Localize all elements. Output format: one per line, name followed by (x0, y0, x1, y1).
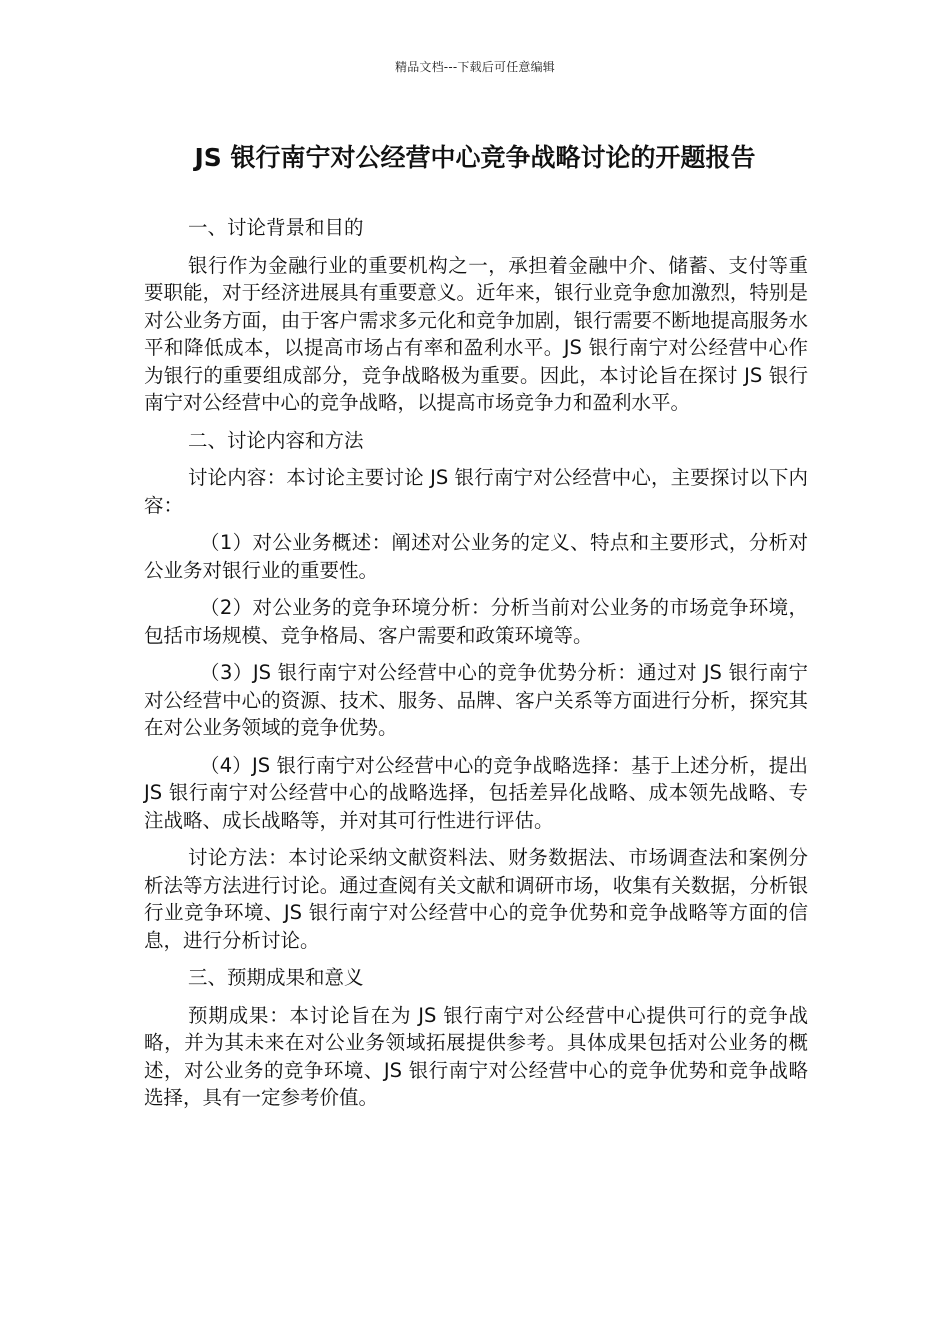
section-1-paragraph: 银行作为金融行业的重要机构之一，承担着金融中介、储蓄、支付等重要职能，对于经济进展具有重要意义。近年来，银行业竞争愈加激烈，特别是对公业务方面，由于客户需求多元化和竞争加剧，银行需要不断地提高服务水平和降低成本，以提高市场占有率和盈利水平。JS 银行南宁对公经营中心作为银行的重要组成部分，竞争战略极为重要。因此，本讨论旨在探讨 JS 银行南宁对公经营中心的竞争战略，以提高市场竞争力和盈利水平。 (144, 253, 808, 414)
section-2-method: 讨论方法：本讨论采纳文献资料法、财务数据法、市场调查法和案例分析法等方法进行讨论。通过查阅有关文献和调研市场，收集有关数据，分析银行业竞争环境、JS 银行南宁对公经营中心的竞争优势和竞争战略等方面的信息，进行分析讨论。 (144, 846, 808, 952)
section-1-heading: 一、讨论背景和目的 (188, 216, 364, 239)
section-2-heading: 二、讨论内容和方法 (188, 428, 364, 452)
page-header-note: 精品文档---下载后可任意编辑 (395, 60, 555, 74)
section-3-heading: 三、预期成果和意义 (188, 966, 364, 989)
document-body (144, 214, 808, 1122)
section-2-item-3: （3）JS 银行南宁对公经营中心的竞争优势分析：通过对 JS 银行南宁对公经营中心的资源、技术、服务、品牌、客户关系等方面进行分析，探究其在对公业务领域的竞争优势。 (144, 661, 808, 739)
section-2-content-intro: 讨论内容：本讨论主要讨论 JS 银行南宁对公经营中心，主要探讨以下内容： (144, 466, 808, 517)
document-title: JS 银行南宁对公经营中心竞争战略讨论的开题报告 (194, 143, 756, 172)
section-2-item-2: （2）对公业务的竞争环境分析：分析当前对公业务的市场竞争环境，包括市场规模、竞争格局、客户需要和政策环境等。 (144, 596, 808, 647)
section-2-item-1: （1）对公业务概述：阐述对公业务的定义、特点和主要形式，分析对公业务对银行业的重要性。 (144, 531, 808, 582)
section-3-paragraph: 预期成果：本讨论旨在为 JS 银行南宁对公经营中心提供可行的竞争战略，并为其未来在对公业务领域拓展提供参考。具体成果包括对公业务的概述，对公业务的竞争环境、JS 银行南宁对公经营中心的竞争优势和竞争战略选择，具有一定参考价值。 (144, 1003, 808, 1109)
section-2-item-4: （4）JS 银行南宁对公经营中心的竞争战略选择：基于上述分析，提出 JS 银行南宁对公经营中心的战略选择，包括差异化战略、成本领先战略、专注战略、成长战略等，并对其可行性进行评估。 (144, 753, 808, 832)
